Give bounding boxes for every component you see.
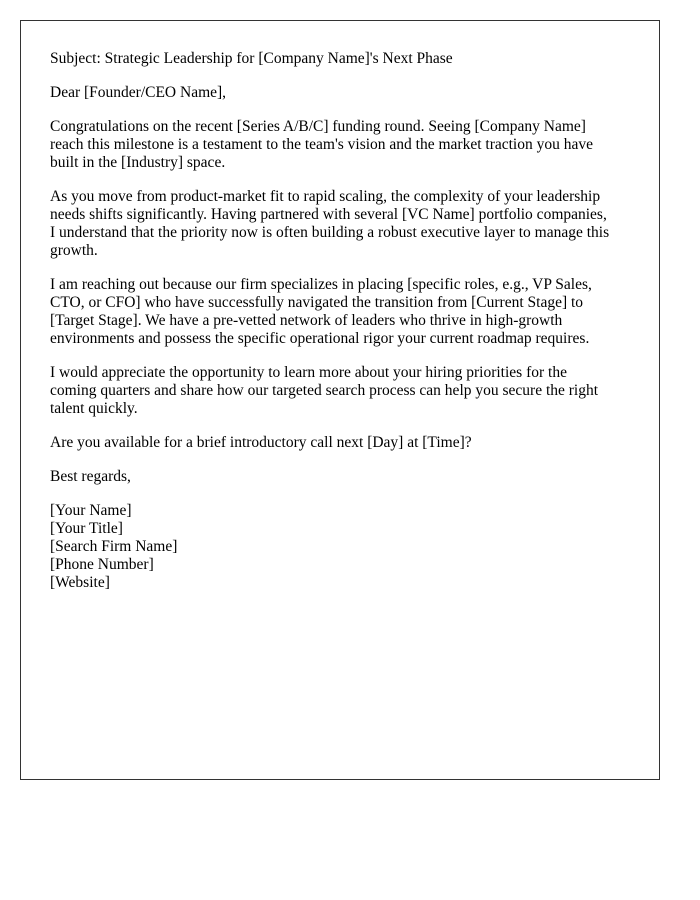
- paragraph-line: I am reaching out because our firm specializes in placing [specific roles, e.g., VP Sales,: [50, 276, 592, 293]
- paragraph-line: reach this milestone is a testament to the team's vision and the market traction you have: [50, 136, 593, 153]
- paragraph-line: CTO, or CFO] who have successfully navigated the transition from [Current Stage] to: [50, 294, 584, 311]
- paragraph-scaling: [50, 188, 632, 260]
- paragraph-line: I would appreciate the opportunity to learn more about your hiring priorities for the: [50, 364, 567, 381]
- letter-salutation: [50, 84, 632, 102]
- signature-phone: [Phone Number]: [50, 556, 154, 573]
- paragraph-line: talent quickly.: [50, 400, 138, 417]
- letter-frame: [20, 20, 660, 780]
- letter-subject: [50, 50, 632, 68]
- signature-title: [Your Title]: [50, 520, 123, 537]
- paragraph-line: coming quarters and share how our targeted search process can help you secure the right: [50, 382, 599, 399]
- paragraph-line: environments and possess the specific operational rigor your current roadmap requires.: [50, 330, 590, 347]
- paragraph-firm: [50, 276, 632, 348]
- signature-website: [Website]: [50, 574, 110, 591]
- closing-line: Best regards,: [50, 468, 131, 485]
- letter-closing: [50, 468, 632, 486]
- paragraph-request: [50, 364, 632, 418]
- subject-line: Subject: Strategic Leadership for [Company Name]'s Next Phase: [50, 50, 453, 67]
- paragraph-line: As you move from product-market fit to rapid scaling, the complexity of your leadership: [50, 188, 601, 205]
- paragraph-line: growth.: [50, 242, 98, 259]
- paragraph-line: Congratulations on the recent [Series A/B/C] funding round. Seeing [Company Name]: [50, 118, 586, 135]
- paragraph-line: built in the [Industry] space.: [50, 154, 226, 171]
- salutation-line: Dear [Founder/CEO Name],: [50, 84, 227, 101]
- signature-block: [50, 502, 632, 592]
- letter-body: [50, 50, 632, 592]
- paragraph-funding: [50, 118, 632, 172]
- paragraph-line: I understand that the priority now is often building a robust executive layer to manage this: [50, 224, 610, 241]
- paragraph-line: Are you available for a brief introductory call next [Day] at [Time]?: [50, 434, 472, 451]
- paragraph-call: [50, 434, 632, 452]
- paragraph-line: [Target Stage]. We have a pre-vetted network of leaders who thrive in high-growth: [50, 312, 563, 329]
- paragraph-line: needs shifts significantly. Having partnered with several [VC Name] portfolio companies,: [50, 206, 607, 223]
- signature-name: [Your Name]: [50, 502, 132, 519]
- signature-firm: [Search Firm Name]: [50, 538, 178, 555]
